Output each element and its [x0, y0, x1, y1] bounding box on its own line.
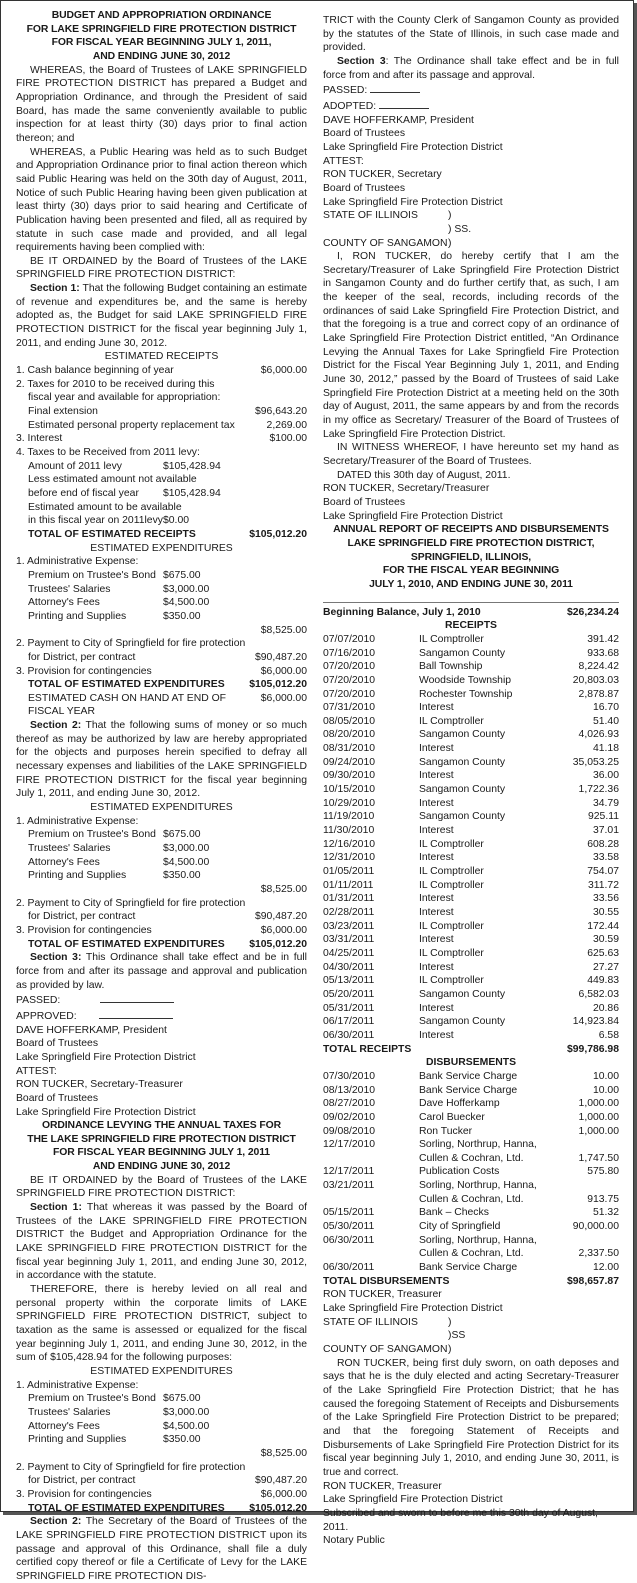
levy-ordained-paragraph: BE IT ORDAINED by the Board of Trustees of the LAKE SPRINGFIELD FIRE PROTECTION DISTRICT:: [16, 1174, 307, 1200]
passed-blank: [370, 82, 420, 93]
disbursement-row: 09/08/2010 Ron Tucker 1,000.00: [323, 1125, 619, 1137]
expense-row: Premium on Trustee's Bond $675.00: [28, 569, 201, 581]
witness-paragraph: IN WITNESS WHEREOF, I have hereunto set my hand as Secretary/Treasurer of the Board of Trustees.: [323, 442, 619, 467]
certificate-venue: STATE OF ILLINOIS ) ) SS. COUNTY OF SANGAMON ): [323, 210, 472, 249]
receipt-row: 03/31/2011 Interest 30.59: [323, 934, 619, 946]
total-receipts-row: TOTAL RECEIPTS $99,786.98: [323, 1043, 619, 1055]
left-column: [1, 1, 317, 1582]
annual-report-title: ANNUAL REPORT OF RECEIPTS AND DISBURSEMENTS LAKE SPRINGFIELD FIRE PROTECTION DISTRICT, SPRINGFIELD, ILLINOIS, FOR THE FISCAL YEAR BEGINNING JULY 1, 2010, AND ENDING JUNE 30, 2011: [333, 524, 609, 590]
receipt-row: 01/05/2011 IL Comptroller 754.07: [323, 866, 619, 878]
divider: [323, 602, 619, 603]
receipt-row: 10/15/2010 Sangamon County 1,722.36: [323, 784, 619, 796]
receipt-row: 03/23/2011 IL Comptroller 172.44: [323, 920, 619, 932]
receipt-row: 01/31/2011 Interest 33.56: [323, 893, 619, 905]
receipt-row: 1. Cash balance beginning of year $6,000.00: [16, 365, 307, 377]
disbursement-row: 03/21/2011 Sorling, Northrup, Hanna,: [323, 1180, 537, 1192]
section-2-paragraph: Section 2: That the following sums of money or so much thereof as may be authorized by law are hereby appropriated for the objects and purposes herein specified to defray all necessary expenses and liabilities of the LAKE SPRINGFIELD FIRE PROTECTION DISTRICT for the fiscal year beginning July 1, 2011, and ending June 30, 2012.: [16, 720, 307, 800]
expense-row: Attorney's Fees $4,500.00: [28, 597, 210, 609]
certificate-signatures: RON TUCKER, Secretary/Treasurer Board of Trustees Lake Springfield Fire Protection District: [323, 483, 503, 522]
receipt-row: 09/24/2010 Sangamon County 35,053.25: [323, 756, 619, 768]
receipt-row: 07/20/2010 Woodside Township 20,803.03: [323, 674, 619, 686]
budget-title: BUDGET AND APPROPRIATION ORDINANCE FOR LAKE SPRINGFIELD FIRE PROTECTION DISTRICT FOR FISCAL YEAR BEGINNING JULY 1, 2011, AND ENDING JUNE 30, 2012: [26, 10, 297, 62]
receipt-row: 07/31/2010 Interest 16.70: [323, 702, 619, 714]
annual-report-ledger: [323, 606, 619, 1289]
passed-blank: [100, 992, 174, 1003]
levy-section-1-paragraph: Section 1: That whereas it was passed by the Board of Trustees of the LAKE SPRINGFIELD FIRE PROTECTION DISTRICT the Budget and Appropriation Ordinance for the LAKE SPRINGFIELD FIRE PROTECTION DISTRICT for the fiscal year beginning July 1, 2011, and ending June 30, 2012, in accordance with the statute.: [16, 1202, 307, 1282]
estimated-expenditures-heading-2: ESTIMATED EXPENDITURES: [90, 802, 233, 814]
levy-signatures: DAVE HOFFERKAMP, President Board of Trustees Lake Springfield Fire Protection District ATTEST: RON TUCKER, Secretary Board of Trustees Lake Springfield Fire Protection District: [323, 114, 503, 208]
levy-adopted-line: ADOPTED:: [323, 98, 619, 114]
expense-row: Trustees' Salaries $3,000.00: [28, 583, 210, 595]
beginning-balance-row: Beginning Balance, July 1, 2010 $26,234.24: [323, 606, 619, 618]
oath-paragraph: RON TUCKER, being first duly sworn, on oath deposes and says that he is the duly elected and acting Secretary-Treasurer of the Lake Springfield Fire Protection District; that he has caused the foregoing Statement of Receipts and Disbursements of the Lake Springfield Fire Protection District to be prepared; and that the foregoing Statement of Receipts and Disbursements of Lake Springfield Fire Protection District for its fiscal year beginning July 1, 2010, and ending June 30, 2011, is true and correct.: [323, 1357, 619, 1478]
disbursement-row: 05/30/2011 City of Springfield 90,000.00: [323, 1221, 619, 1233]
expense-row: Printing and Supplies $350.00: [28, 870, 201, 882]
receipt-row: before end of fiscal year $105,428.94: [28, 487, 221, 499]
levy-section-2-continued: TRICT with the County Clerk of Sangamon County as provided by the statutes of the State of Illinois, in such case made and provided.: [323, 15, 619, 54]
estimated-receipts-heading: ESTIMATED RECEIPTS: [104, 351, 219, 363]
levy-expenditures-heading: ESTIMATED EXPENDITURES: [90, 1365, 233, 1377]
estimated-expenditures-table-1: 1. Administrative Expense: Premium on Trustee's Bond $675.00 Trustees' Salaries $3,000.00 Attorney's Fees $4,500.00 Printing and Supplies $350.00 $8,525.00 2. Payment to City of Springfield for fire protection for District, per contract $90,487.20 3. Provision for contingencies $6,000.00 TOTAL OF ESTIMATED EXPENDITURES $105,012.20 ESTIMATED CASH ON HAND AT END OF FISCAL YEAR $6,000.00: [16, 556, 307, 718]
estimated-expenditures-heading: ESTIMATED EXPENDITURES: [90, 542, 233, 554]
expense-row: Trustees' Salaries $3,000.00: [28, 843, 210, 855]
adopted-blank: [379, 98, 429, 109]
disbursement-row: 08/27/2010 Dave Hofferkamp 1,000.00: [323, 1098, 619, 1110]
levy-section-2-paragraph: Section 2: The Secretary of the Board of Trustees of the LAKE SPRINGFIELD FIRE PROTECTION DISTRICT upon its passage and approval of this Ordinance, shall file a duly certified copy thereof or file a Certificate of Levy for the LAKE SPRINGFIELD FIRE PROTECTION DIS-: [16, 1516, 307, 1582]
passed-line: PASSED:: [16, 992, 307, 1008]
expense-row: for District, per contract $90,487.20: [28, 1475, 307, 1487]
receipt-row: 06/17/2011 Sangamon County 14,923.84: [323, 1016, 619, 1028]
receipt-row: 07/20/2010 Ball Township 8,224.42: [323, 661, 619, 673]
levy-passed-line: PASSED:: [323, 82, 619, 98]
receipts-total-row: TOTAL OF ESTIMATED RECEIPTS $105,012.20: [28, 528, 307, 540]
subscribed-line: Subscribed and sworn to before me this 30th day of August, 2011.: [323, 1507, 598, 1533]
disbursement-row: 09/02/2010 Carol Buecker 1,000.00: [323, 1111, 619, 1123]
levy-section-3-paragraph: Section 3: The Ordinance shall take effect and be in full force from and after its passage and approval.: [323, 55, 619, 81]
expenditures-total-row: TOTAL OF ESTIMATED EXPENDITURES $105,012.20: [28, 938, 307, 950]
receipt-row: 12/16/2010 IL Comptroller 608.28: [323, 838, 619, 850]
disbursement-row: 06/30/2011 Sorling, Northrup, Hanna,: [323, 1234, 537, 1246]
receipt-row: 04/25/2011 IL Comptroller 625.63: [323, 947, 619, 959]
receipt-row: Amount of 2011 levy $105,428.94: [28, 460, 221, 472]
expense-row: for District, per contract $90,487.20: [28, 911, 307, 923]
receipt-row: Estimated personal property replacement tax 2,269.00: [28, 419, 307, 431]
receipt-row: 01/11/2011 IL Comptroller 311.72: [323, 879, 619, 891]
receipt-row: 08/20/2010 Sangamon County 4,026.93: [323, 729, 619, 741]
expense-row: 3. Provision for contingencies $6,000.00: [16, 924, 307, 936]
receipt-row: 12/31/2010 Interest 33.58: [323, 852, 619, 864]
budget-signatures: DAVE HOFFERKAMP, President Board of Trustees Lake Springfield Fire Protection District ATTEST: RON TUCKER, Secretary-Treasurer Board of Trustees Lake Springfield Fire Protection District: [16, 1024, 196, 1118]
estimated-receipts-table: 1. Cash balance beginning of year $6,000.00 2. Taxes for 2010 to be received during this fiscal year and available for appropriation: Final extension $96,643.20 Estimated personal property replacement tax 2,269.00 3. Interest $100.00 4. Taxes to be Received from 2011 levy: Amount of 2011 levy $105,428.94 Less estimated amount not available before end of fiscal year $105,428.94 Estimated amount to be available in this fiscal year on 2011levy $0.00 TOTAL OF ESTIMATED RECEIPTS $105,012.20: [16, 365, 307, 540]
levy-therefore-paragraph: THEREFORE, there is hereby levied on all real and personal property within the corporate limits of LAKE SPRINGFIELD FIRE PROTECTION DISTRICT, subject to taxation as the same is assessed or equalized for the fiscal year beginning July 1, 2011, and ending June 30, 2012, in the sum of $105,428.94 for the following purposes:: [16, 1284, 307, 1364]
disbursement-row-continued: Cullen & Cochran, Ltd. 913.75: [419, 1193, 619, 1205]
receipts-list: [323, 633, 619, 1043]
treasurer-signature: RON TUCKER, Treasurer: [323, 1289, 442, 1301]
disbursement-row: 08/13/2010 Bank Service Charge 10.00: [323, 1084, 619, 1096]
receipt-row: 3. Interest $100.00: [16, 433, 307, 445]
ordained-paragraph: BE IT ORDAINED by the Board of Trustees of the LAKE SPRINGFIELD FIRE PROTECTION DISTRICT:: [16, 255, 307, 281]
receipt-row: 04/30/2011 Interest 27.27: [323, 961, 619, 973]
oath-venue: STATE OF ILLINOIS ) )SS COUNTY OF SANGAMON ): [323, 1316, 466, 1355]
receipts-heading: RECEIPTS: [445, 620, 497, 632]
expense-row: 3. Provision for contingencies $6,000.00: [16, 665, 307, 677]
receipt-row: 05/13/2011 IL Comptroller 449.83: [323, 975, 619, 987]
receipt-row: 09/30/2010 Interest 36.00: [323, 770, 619, 782]
levy-expenditures-table: 1. Administrative Expense: Premium on Trustee's Bond $675.00 Trustees' Salaries $3,000.00 Attorney's Fees $4,500.00 Printing and Supplies $350.00 $8,525.00 2. Payment to City of Springfield for fire protection for District, per contract $90,487.20 3. Provision for contingencies $6,000.00 TOTAL OF ESTIMATED EXPENDITURES $105,012.20: [16, 1379, 307, 1514]
expenditures-total-row: TOTAL OF ESTIMATED EXPENDITURES $105,012.20: [28, 679, 307, 691]
expense-row: Premium on Trustee's Bond $675.00: [28, 829, 201, 841]
receipt-row: 07/07/2010 IL Comptroller 391.42: [323, 633, 619, 645]
expense-row: Attorney's Fees $4,500.00: [28, 1420, 210, 1432]
expenditures-total-row: TOTAL OF ESTIMATED EXPENDITURES $105,012.20: [28, 1502, 307, 1514]
disbursement-row: 06/30/2011 Bank Service Charge 12.00: [323, 1262, 619, 1274]
cash-end-row: ESTIMATED CASH ON HAND AT END OF FISCAL YEAR $6,000.00: [28, 692, 307, 718]
expense-row: Printing and Supplies $350.00: [28, 610, 201, 622]
dated-line: DATED this 30th day of August, 2011.: [337, 469, 511, 481]
approved-blank: [99, 1008, 173, 1019]
disbursement-row: 07/30/2010 Bank Service Charge 10.00: [323, 1070, 619, 1082]
receipt-row: 11/19/2010 Sangamon County 925.11: [323, 811, 619, 823]
expense-row: Premium on Trustee's Bond $675.00: [28, 1393, 201, 1405]
section-3-paragraph: Section 3: This Ordinance shall take effect and be in full force from and after its passage and approval and publication as provided by law.: [16, 952, 307, 991]
expense-row: for District, per contract $90,487.20: [28, 651, 307, 663]
disbursement-row-continued: Cullen & Cochran, Ltd. 2,337.50: [419, 1248, 619, 1260]
receipt-row: 05/31/2011 Interest 20.86: [323, 1002, 619, 1014]
receipt-row: 06/30/2011 Interest 6.58: [323, 1029, 619, 1041]
section-1-paragraph: Section 1: That the following Budget containing an estimate of revenue and expenditures be, and the same is hereby adopted as, the Budget for said LAKE SPRINGFIELD FIRE PROTECTION DISTRICT for the fiscal year beginning July 1, 2011, and ending June 30, 2012.: [16, 283, 308, 349]
expense-row: Attorney's Fees $4,500.00: [28, 856, 210, 868]
receipt-row: 07/16/2010 Sangamon County 933.68: [323, 647, 619, 659]
disbursement-row: 05/15/2011 Bank – Checks 51.32: [323, 1207, 619, 1219]
total-disbursements-row: TOTAL DISBURSEMENTS $98,657.87: [323, 1275, 619, 1287]
disbursement-row: 12/17/2011 Publication Costs 575.80: [323, 1166, 619, 1178]
levy-title: ORDINANCE LEVYING THE ANNUAL TAXES FOR THE LAKE SPRINGFIELD FIRE PROTECTION DISTRICT FOR FISCAL YEAR BEGINNING JULY 1, 2011 AND ENDING JUNE 30, 2012: [27, 1120, 296, 1173]
approved-line: APPROVED:: [16, 1008, 307, 1024]
receipt-row: 11/30/2010 Interest 37.01: [323, 825, 619, 837]
disbursement-row: 12/17/2010 Sorling, Northrup, Hanna,: [323, 1139, 537, 1151]
receipt-row: Final extension $96,643.20: [28, 406, 307, 418]
certificate-body: I, RON TUCKER, do hereby certify that I am the Secretary/Treasurer of Lake Springfield Fire Protection District in Sangamon County and do further certify that, as such, I am the keeper of the seal, records, including records of the ordinances of said Lake Springfield Fire Protection District, and that the foregoing is a true and correct copy of an ordinance of Lake Springfield Fire Protection District entitled, “An Ordinance Levying the Annual Taxes for Lake Springfield Fire Protection District for the Fiscal Year Beginning July 1, 2011, and Ending June 30, 2012,” passed by the Board of Trustees of said Lake Springfield Fire Protection District at a meeting held on the 30th day of August, 2011, the same appears by and from the records in my office as Secretary/ Treasurer of the Board of Trustees of Lake Springfield Fire Protection District.: [323, 251, 619, 440]
receipt-row: 08/05/2010 IL Comptroller 51.40: [323, 715, 619, 727]
disbursements-list: [323, 1070, 619, 1275]
expense-row: Printing and Supplies $350.00: [28, 1434, 201, 1446]
whereas-paragraph-1: WHEREAS, the Board of Trustees of LAKE SPRINGFIELD FIRE PROTECTION DISTRICT has prepared a Budget and Appropriation Ordinance, and through the President of said Board, has made the same conveniently available to public inspection for at least thirty (30) days prior to final action thereon; and: [16, 64, 307, 144]
receipt-row: 07/20/2010 Rochester Township 2,878.87: [323, 688, 619, 700]
notary-line: Notary Public: [323, 1535, 385, 1547]
estimated-expenditures-table-2: 1. Administrative Expense: Premium on Trustee's Bond $675.00 Trustees' Salaries $3,000.00 Attorney's Fees $4,500.00 Printing and Supplies $350.00 $8,525.00 2. Payment to City of Springfield for fire protection for District, per contract $90,487.20 3. Provision for contingencies $6,000.00 TOTAL OF ESTIMATED EXPENDITURES $105,012.20: [16, 815, 307, 950]
receipt-row: 02/28/2011 Interest 30.55: [323, 907, 619, 918]
whereas-paragraph-2: WHEREAS, a Public Hearing was held as to such Budget and Appropriation Ordinance prior to final action thereon which said Public Hearing was held on the 30th day of August, 2011, Notice of such Public Hearing having been given publication at least thirty (30) days prior to said hearing and Certificate of Publication having been presented and filed, all as required by statute in such case made and provided, and all legal requirements having been complied with:: [16, 146, 307, 254]
receipt-row: 08/31/2010 Interest 41.18: [323, 743, 619, 755]
receipt-row: 10/29/2010 Interest 34.79: [323, 797, 619, 809]
right-column: TRICT with the County Clerk of Sangamon County as provided by the statutes of the State of Illinois, in such case made and provided. Section 3: The Ordinance shall take effect and be in full force from and after its passage and approval. PASSED: ADOPTED: DAVE HOFFERKAMP, President Board of Trustees Lake Springfield Fire Protection District ATTEST: RON TUCKER, Secretary Board of Trustees Lake Springfield Fire Protection District STATE OF ILLINOIS ) ) SS. COUNTY OF SANGAMON ) I, RON TUCKER, do hereby certify that I am the Secretary/Treasurer of Lake Springfield Fire Protection District in Sangamon County and do further certify that, as such, I am the keeper of the seal, records, including records of the ordinances of said Lake Springfield Fire Protection District, and that the foregoing is a true and correct copy of an ordinance of Lake Springfield Fire Protection District entitled, “An Ordinance Levying the Annual Taxes for Lake Springfield Fire Protection District for the Fiscal Year Beginning July 1, 2011, and Ending June 30, 2012,” passed by the Board of Trustees of said Lake Springfield Fire Protection District at a meeting held on the 30th day of August, 2011, the same appears by and from the records in my office as Secretary/ Treasurer of the Board of Trustees of Lake Springfield Fire Protection District. IN WITNESS WHEREOF, I have hereunto set my hand as Secretary/Treasurer of the Board of Trustees. DATED this 30th day of August, 2011. RON TUCKER, Secretary/Treasurer Board of Trustees Lake Springfield Fire Protection District ANNUAL REPORT OF RECEIPTS AND DISBURSEMENTS LAKE SPRINGFIELD FIRE PROTECTION DISTRICT, SPRINGFIELD, ILLINOIS, FOR THE FISCAL YEAR BEGINNING JULY 1, 2010, AND ENDING JUNE 30, 2011 Beginning Balance, July 1, 2010 $26,234.24 RECEIPTS 07/07/2010 IL Comptroller 391.42 07/16/2010 Sangamon County 933.68 07/20/2010 Ball Township 8,224.42 07/20/2010 Woodside Township 20,803.03 07/20/2010 Rochester Township 2,878.87 07/31/2010 Interest 16.70 08/05/2010 IL Comptroller 51.40 08/20/2010 Sangamon County 4,026.93 08/31/2010 Interest 41.18 09/24/2010 Sangamon County 35,053.25 09/30/2010 Interest 36.00 10/15/2010 Sangamon County 1,722.36 10/29/2010 Interest 34.79 11/19/2010 Sangamon County 925.11 11/30/2010 Interest 37.01 12/16/2010 IL Comptroller 608.28 12/31/2010 Interest 33.58 01/05/2011 IL Comptroller 754.07 01/11/2011 IL Comptroller 311.72 01/31/2011 Interest 33.56 02/28/2011 Interest 30.55 03/23/2011 IL Comptroller 172.44 03/31/2011 Interest 30.59 04/25/2011 IL Comptroller 625.63 04/30/2011 Interest 27.27 05/13/2011 IL Comptroller 449.83 05/20/2011 Sangamon County 6,582.03 05/31/2011 Interest 20.86 06/17/2011 Sangamon County 14,923.84 06/30/2011 Interest 6.58 TOTAL RECEIPTS $99,786.98 DISBURSEMENTS 07/30/2010 Bank Service Charge 10.00 08/13/2010 Bank Service Charge 10.00 08/27/2010 Dave Hofferkamp 1,000.00 09/02/2010 Carol Buecker 1,000.00 09/08/2010 Ron Tucker 1,000.00 12/17/2010 Sorling, Northrup, Hanna, Cullen & Cochran, Ltd. 1,747.50 12/17/2011 Publication Costs 575.80 03/21/2011 Sorling, Northrup, Hanna, Cullen & Cochran, Ltd. 913.75 05/15/2011 Bank – Checks 51.32 05/30/2011 City of Springfield 90,000.00 06/30/2011 Sorling, Northrup, Hanna, Cullen & Cochran, Ltd. 2,337.50 06/30/2011 Bank Service Charge 12.00 TOTAL DISBURSEMENTS $98,657.87 RON TUCKER, Treasurer Lake Springfield Fire Protection District STATE OF ILLINOIS ) )SS COUNTY OF SANGAMON ) RON TUCKER, being first duly sworn, on oath deposes and says that he is the duly elected and acting Secretary-Treasurer of the Lake Springfield Fire Protection District; that he has caused the foregoing Statement of Receipts and Disbursements of the Lake Springfield Fire Protection District to be prepared; and that the foregoing Statement of Receipts and Disbursements of Lake Springfield Fire Protection District for its fiscal year beginning July 1, 2010, and ending June 30, 2011, is true and correct. RON TUCKER, Treasurer Lake Springfield Fire Protection District Subscribed and sworn to before me this 30th day of August, 2011. Notary Public: [323, 15, 619, 1547]
receipt-row: in this fiscal year on 2011levy $0.00: [28, 515, 190, 527]
expense-row: 3. Provision for contingencies $6,000.00: [16, 1488, 307, 1500]
disbursements-heading: DISBURSEMENTS: [425, 1057, 517, 1069]
receipt-row: 05/20/2011 Sangamon County 6,582.03: [323, 988, 619, 1000]
disbursement-row-continued: Cullen & Cochran, Ltd. 1,747.50: [419, 1152, 619, 1164]
expense-row: Trustees' Salaries $3,000.00: [28, 1406, 210, 1418]
